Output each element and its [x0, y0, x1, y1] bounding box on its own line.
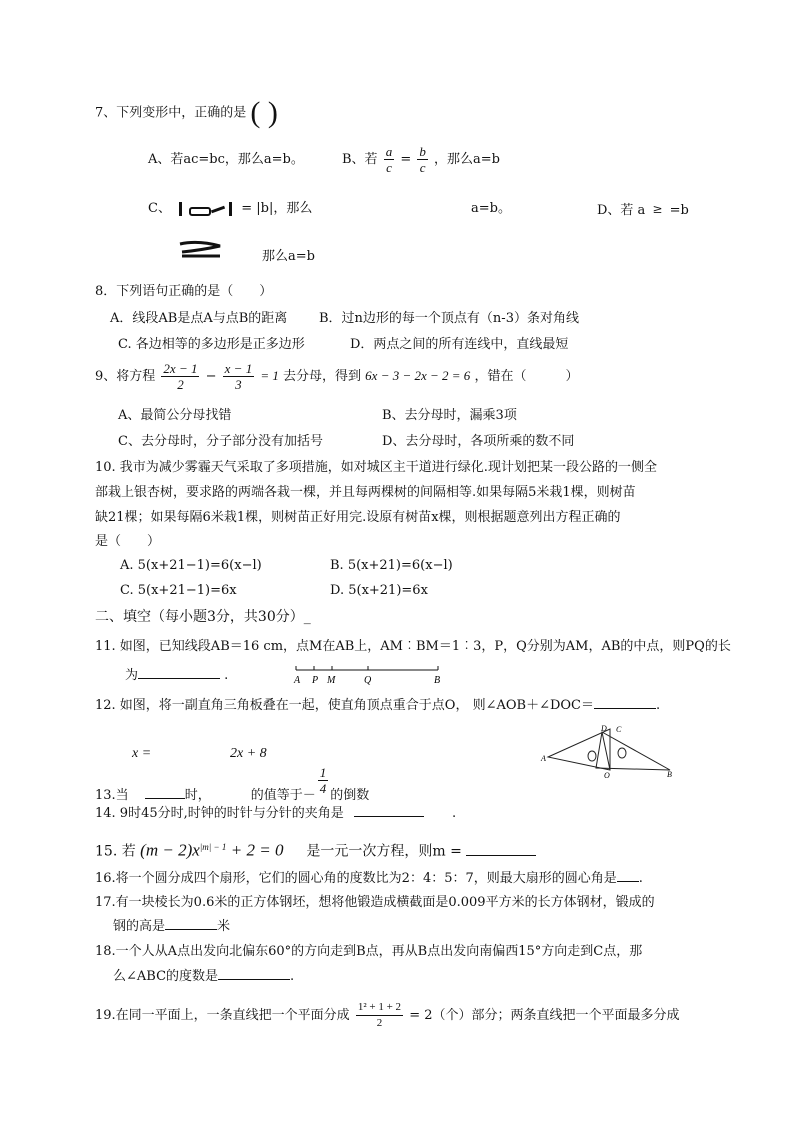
q7-b-fraction-right: $\frac{b}{c}$ [419, 144, 426, 175]
q8-option-d: D．两点之间的所有连线中，直线最短 [350, 337, 569, 352]
q11-line-2: 为 . [125, 668, 229, 683]
q10-option-c: C. 5(x+21−1)=6x [120, 583, 237, 598]
q8-option-a: A．线段AB是点A与点B的距离 [110, 311, 288, 326]
q7-option-a: A、若ac=bc，那么a=b。 [148, 152, 304, 167]
q19-text: 19.在同一平面上，一条直线把一个平面分成 $\frac{\text{1² + 1 + 2}}{2}$ = 2（个）部分；两条直线把一个平面最多分成 [95, 1001, 680, 1029]
geq-large-glyph [176, 240, 226, 258]
q11-answer-blank [138, 678, 220, 679]
q19-fraction: $\frac{\text{1² + 1 + 2}}{2}$ [357, 1001, 402, 1029]
q7-last-line: 那么a=b [262, 249, 315, 264]
q10-line-3: 缺21棵；如果每隔6米栽1棵，则树苗正好用完.设原有树苗x棵，则根据题意列出方程正确的 [95, 510, 621, 525]
geq-glyph: ≥ [652, 202, 663, 216]
q12-text: 12. 如图，将一副直角三角板叠在一起，使直角顶点重合于点O， 则∠AOB＋∠DOC＝ . [95, 698, 661, 713]
q18-line-1: 18.一个人从A点出发向北偏东60°的方向走到B点，再从B点出发向南偏西15°方向走到C点，那 [95, 944, 643, 959]
segment-label-b: B [434, 675, 441, 686]
q14-answer-blank [354, 816, 424, 817]
q9-fraction-1: $\frac{2x - 1}{2}$ [163, 361, 198, 392]
q15-answer-blank [466, 855, 536, 856]
segment-label-p: P [312, 675, 319, 686]
q15-text: 15. 若 $(m - 2)x^{|m| - 1} + 2 = 0$ 是一元一次方程，则m = [95, 838, 536, 861]
triangle-label-c: C [616, 725, 622, 734]
q13-x-eq: x = [132, 746, 152, 761]
triangle-label-o: O [604, 771, 610, 778]
q9-stem: 9、将方程 $\frac{2x - 1}{2}$ − $\frac{x - 1}{3}$ = 1 去分母，得到 6x − 3 − 2x − 2 = 6 ，错在（ ） [95, 361, 579, 392]
q13-text: 13.当 时， 的值等于－ $\frac{1}{4}$ 的倒数 [95, 765, 370, 803]
q10-option-d: D. 5(x+21)=6x [330, 583, 428, 598]
q10-line-4: 是（ ） [95, 534, 161, 549]
q18-line-2: 么∠ABC的度数是 . [113, 969, 295, 984]
q9-option-b: B、去分母时，漏乘3项 [382, 408, 517, 423]
triangle-label-d: D [601, 724, 607, 733]
q7-option-d: D、若 a ≥ =b [597, 202, 689, 218]
q9-fraction-2: $\frac{x - 1}{3}$ [224, 361, 253, 392]
q7-answer-paren: ( ) [250, 96, 278, 129]
q10-option-b: B. 5(x+21)=6(x−l) [330, 558, 453, 573]
q17-line-2: 钢的高是 米 [113, 919, 231, 934]
q9-option-c: C、去分母时，分子部分没有加括号 [118, 434, 323, 449]
q7-option-c-tail: a=b。 [471, 201, 511, 216]
q7-stem: 7、下列变形中，正确的是 ( ) [95, 96, 278, 129]
q17-answer-blank [165, 929, 217, 930]
q16-answer-blank [617, 881, 639, 882]
q7-b-fraction-left: $\frac{a}{c}$ [385, 144, 393, 175]
q17-line-1: 17.有一块棱长为0.6米的正方体钢坯，想将他锻造成横截面是0.009平方米的长方体钢材，锻成的 [95, 895, 655, 910]
q10-line-1: 10. 我市为减少雾霾天气采取了多项措施，如对城区主干道进行绿化.现计划把某一段公路的一侧全 [95, 460, 657, 475]
abs-a-glyph [175, 201, 237, 217]
q9-option-a: A、最简公分母找错 [118, 408, 232, 423]
q7-option-c: C、 = |b|，那么 [148, 201, 313, 216]
segment-label-a: A [294, 675, 301, 686]
q9-option-d: D、去分母时，各项所乘的数不同 [382, 434, 575, 449]
q13-expression: 2x + 8 [230, 746, 267, 761]
q11-segment-figure [292, 662, 452, 688]
q13-fraction: $\frac{1}{4}$ [319, 765, 327, 796]
q11-line-1: 11. 如图，已知线段AB＝16 cm，点M在AB上，AM︰BM＝1︰3，P，Q分别为AM，AB的中点，则PQ的长 [95, 639, 731, 654]
q18-answer-blank [218, 979, 290, 980]
segment-label-q: Q [364, 675, 372, 686]
triangle-label-b: B [667, 770, 672, 778]
q14-text: 14. 9时45分时,时钟的时针与分针的夹角是 . [95, 806, 457, 821]
q8-stem: 8．下列语句正确的是（ ） [95, 284, 273, 299]
q8-option-b: B．过n边形的每一个顶点有（n-3）条对角线 [319, 311, 579, 326]
q12-answer-blank [594, 708, 656, 709]
q8-option-c: C. 各边相等的多边形是正多边形 [118, 337, 305, 352]
triangle-label-a: A [541, 754, 546, 763]
q16-text: 16.将一个圆分成四个扇形，它们的圆心角的度数比为2：4：5：7，则最大扇形的圆心角是 . [95, 871, 643, 886]
q7-option-b: B、若 $\frac{a}{c}$ = $\frac{b}{c}$ ，那么a=b [342, 144, 500, 175]
q10-line-2: 部栽上银杏树，要求路的两端各栽一棵，并且每两棵树的间隔相等.如果每隔5米栽1棵，则树苗 [95, 485, 636, 500]
q12-triangles-figure [540, 723, 675, 778]
segment-label-m: M [327, 675, 336, 686]
section-2-heading: 二、填空（每小题3分，共30分）_ [95, 609, 311, 625]
q13-answer-blank [145, 798, 185, 799]
q10-option-a: A. 5(x+21−1)=6(x−l) [120, 558, 262, 573]
